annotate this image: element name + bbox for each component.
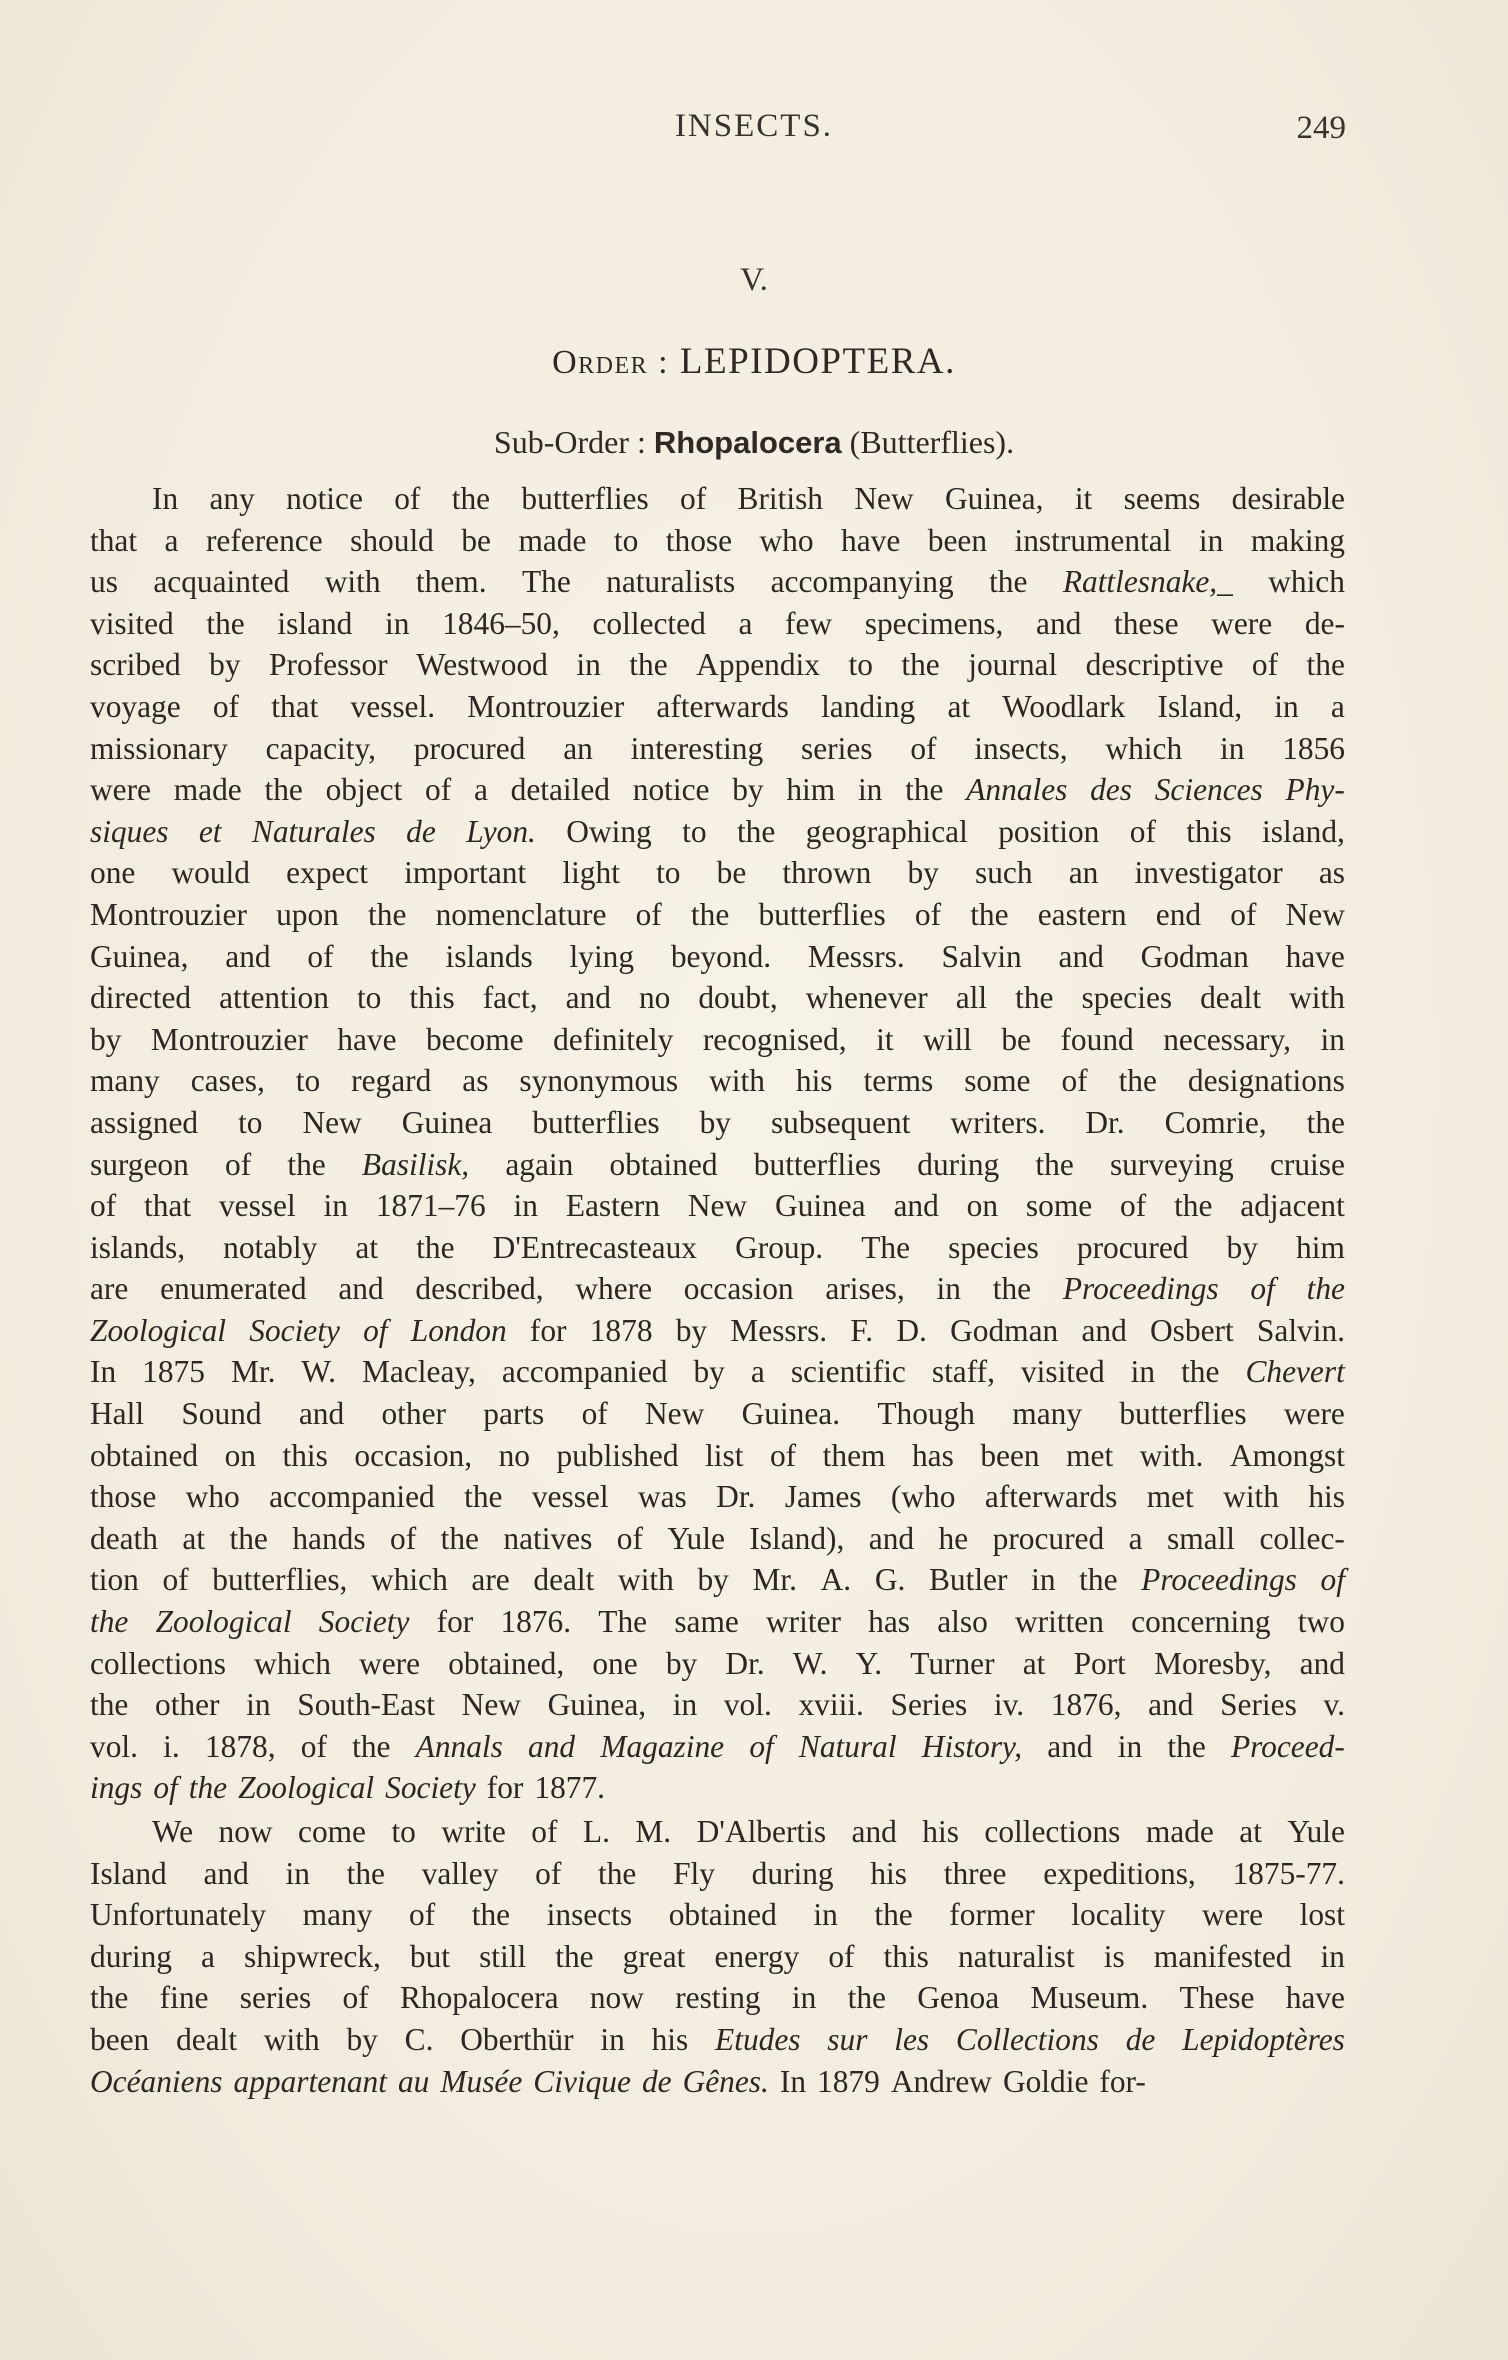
text-line: by Montrouzier have become definitely recognised, it will be found necessary, in — [90, 1021, 1345, 1057]
text-line: We now come to write of L. M. D'Albertis and his collections made at Yule — [152, 1814, 1345, 1849]
text-line: Island and in the valley of the Fly during his three expeditions, 1875-77. — [90, 1855, 1345, 1891]
text-line: many cases, to regard as synonymous with his terms some of the designations — [90, 1063, 1345, 1099]
page-number: 249 — [1296, 110, 1346, 146]
text-line: missionary capacity, procured an interesting series of insects, which in 1856 — [90, 730, 1345, 766]
text-line: vol. i. 1878, of the Annals and Magazine of Natural History, and in the Proceed- — [90, 1728, 1345, 1764]
text-line: assigned to New Guinea butterflies by subsequent writers. Dr. Comrie, the — [90, 1104, 1345, 1140]
text-line: one would expect important light to be thrown by such an investigator as — [90, 855, 1345, 891]
text-line: Guinea, and of the islands lying beyond. Messrs. Salvin and Godman have — [90, 938, 1345, 974]
paragraph-butterfly-collectors — [90, 478, 1345, 1809]
text-line: tion of butterflies, which are dealt with by Mr. A. G. Butler in the Proceedings of — [90, 1562, 1345, 1598]
text-line: the fine series of Rhopalocera now resting in the Genoa Museum. These have — [90, 1980, 1345, 2016]
order-prefix: Order : — [552, 344, 670, 381]
text-line: visited the island in 1846–50, collected a few specimens, and these were de- — [90, 605, 1345, 641]
running-title: INSECTS. — [674, 108, 834, 144]
text-line: death at the hands of the natives of Yule Island), and he procured a small collec- — [90, 1520, 1345, 1556]
text-line: were made the object of a detailed notice by him in the Annales des Sciences Phy- — [90, 772, 1345, 808]
section-number: V. — [740, 262, 768, 298]
order-name: LEPIDOPTERA. — [679, 341, 956, 382]
text-line: Montrouzier upon the nomenclature of the butterflies of the eastern end of New — [90, 896, 1345, 932]
text-line: the other in South-East New Guinea, in vol. xviii. Series iv. 1876, and Series v. — [90, 1687, 1345, 1723]
paragraph-dalbertis — [90, 1811, 1345, 2102]
suborder-heading — [0, 424, 1508, 461]
text-line: during a shipwreck, but still the great energy of this naturalist is manifested in — [90, 1938, 1345, 1974]
order-heading — [0, 340, 1508, 383]
text-line: ings of the Zoological Society for 1877. — [90, 1770, 606, 1806]
suborder-name: Rhopalocera — [653, 425, 842, 460]
text-line: of that vessel in 1871–76 in Eastern New Guinea and on some of the adjacent — [90, 1188, 1345, 1224]
text-line: that a reference should be made to those who have been instrumental in making — [90, 522, 1345, 558]
text-line: are enumerated and described, where occasion arises, in the Proceedings of the — [90, 1271, 1345, 1307]
running-head — [0, 108, 1508, 158]
text-line: voyage of that vessel. Montrouzier afterwards landing at Woodlark Island, in a — [90, 688, 1345, 724]
text-line: islands, notably at the D'Entrecasteaux Group. The species procured by him — [90, 1229, 1345, 1265]
text-line: In 1875 Mr. W. Macleay, accompanied by a scientific staff, visited in the Chevert — [90, 1354, 1345, 1390]
text-line: Zoological Society of London for 1878 by Messrs. F. D. Godman and Osbert Salvin. — [90, 1312, 1345, 1348]
text-line: Hall Sound and other parts of New Guinea. Though many butterflies were — [90, 1396, 1345, 1432]
text-line: Océaniens appartenant au Musée Civique de Gênes. In 1879 Andrew Goldie for- — [90, 2063, 1146, 2099]
text-line: collections which were obtained, one by Dr. W. Y. Turner at Port Moresby, and — [90, 1645, 1345, 1681]
text-line: Unfortunately many of the insects obtained in the former locality were lost — [90, 1897, 1345, 1933]
text-line: the Zoological Society for 1876. The same writer has also written concerning two — [90, 1604, 1345, 1640]
text-line: directed attention to this fact, and no doubt, whenever all the species dealt with — [90, 980, 1345, 1016]
text-line: In any notice of the butterflies of British New Guinea, it seems desirable — [152, 481, 1345, 516]
text-line: scribed by Professor Westwood in the Appendix to the journal descriptive of the — [90, 647, 1345, 683]
text-line: surgeon of the Basilisk, again obtained butterflies during the surveying cruise — [90, 1146, 1345, 1182]
text-line: been dealt with by C. Oberthür in his Etudes sur les Collections de Lepidoptères — [90, 2021, 1345, 2057]
suborder-suffix: (Butterflies). — [849, 424, 1015, 460]
suborder-prefix: Sub-Order : — [493, 424, 646, 460]
text-line: obtained on this occasion, no published list of them has been met with. Amongst — [90, 1437, 1345, 1473]
text-line: those who accompanied the vessel was Dr. James (who afterwards met with his — [90, 1479, 1345, 1515]
text-line: us acquainted with them. The naturalists accompanying the Rattlesnake,_ which — [90, 564, 1345, 600]
text-line: siques et Naturales de Lyon. Owing to the geographical position of this island, — [90, 813, 1345, 849]
